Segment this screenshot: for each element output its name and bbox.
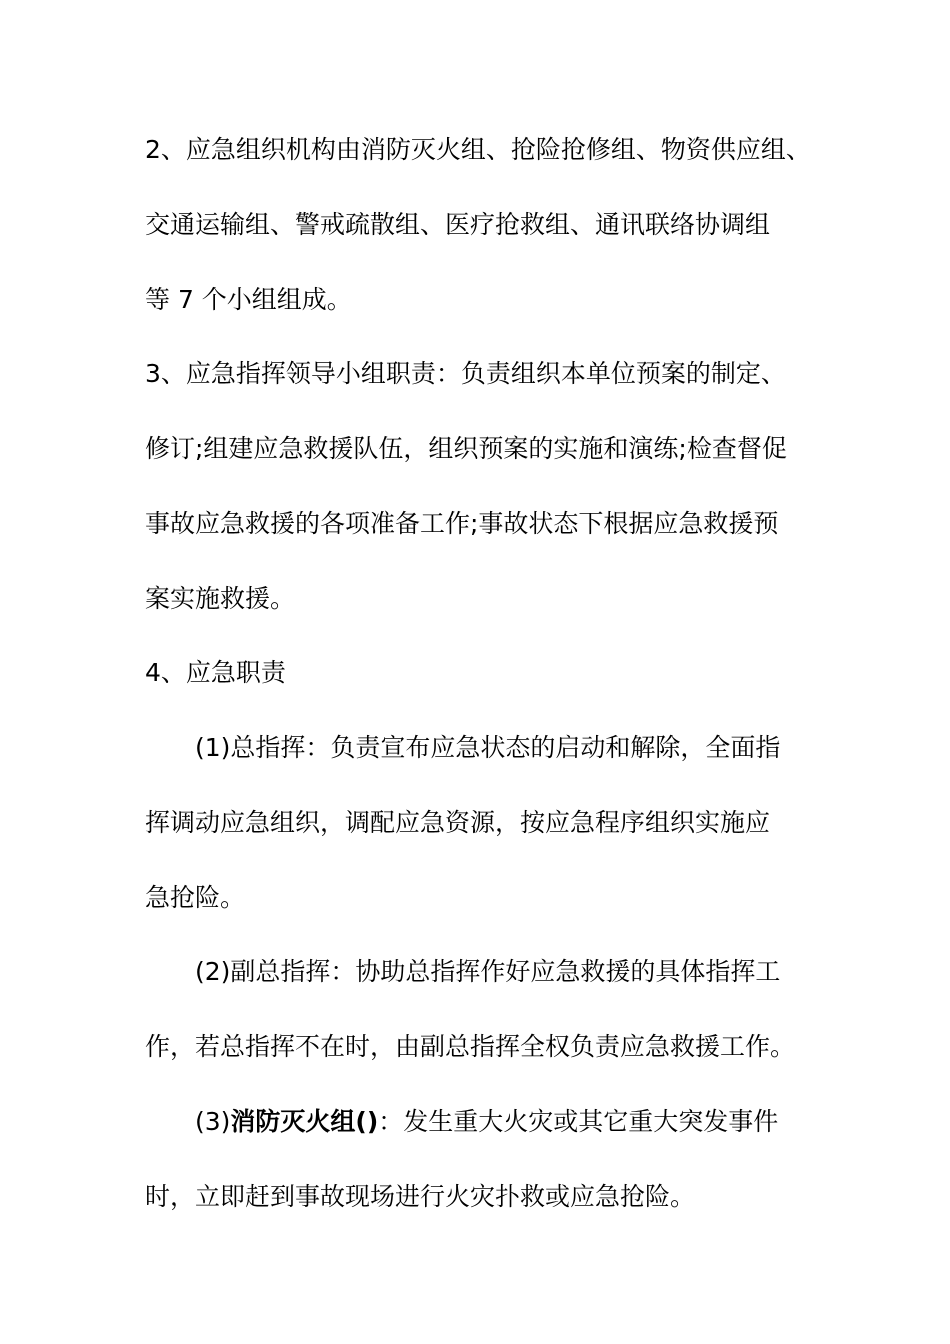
paragraph-line: 3、应急指挥领导小组职责：负责组织本单位预案的制定、: [145, 359, 786, 388]
paragraph-line: 等 7 个小组组成。: [145, 285, 352, 314]
item3-rest: ：发生重大火灾或其它重大突发事件: [378, 1107, 779, 1136]
paragraph-line: 挥调动应急组织，调配应急资源，按应急程序组织实施应: [145, 808, 771, 837]
paragraph-line: 时，立即赶到事故现场进行火灾扑救或应急抢险。: [145, 1182, 696, 1211]
paragraph-line: 事故应急救援的各项准备工作;事故状态下根据应急救援预: [145, 509, 779, 538]
item3-prefix: (3): [195, 1107, 231, 1136]
item3-bold-title: 消防灭火组(): [230, 1107, 379, 1136]
paragraph-line: 急抢险。: [145, 883, 246, 912]
paragraph-line: 2、应急组织机构由消防灭火组、抢险抢修组、物资供应组、: [145, 135, 811, 164]
paragraph-line: (2)副总指挥：协助总指挥作好应急救援的具体指挥工: [195, 957, 781, 986]
paragraph-line: 案实施救援。: [145, 584, 296, 613]
section-heading: 4、应急职责: [145, 658, 286, 687]
paragraph-line-item3: [195, 1106, 895, 1138]
paragraph-line: 修订;组建应急救援队伍，组织预案的实施和演练;检查督促: [145, 434, 787, 463]
paragraph-line: (1)总指挥：负责宣布应急状态的启动和解除，全面指: [195, 733, 781, 762]
paragraph-line: 交通运输组、警戒疏散组、医疗抢救组、通讯联络协调组: [145, 210, 771, 239]
paragraph-line: 作，若总指挥不在时，由副总指挥全权负责应急救援工作。: [145, 1032, 796, 1061]
